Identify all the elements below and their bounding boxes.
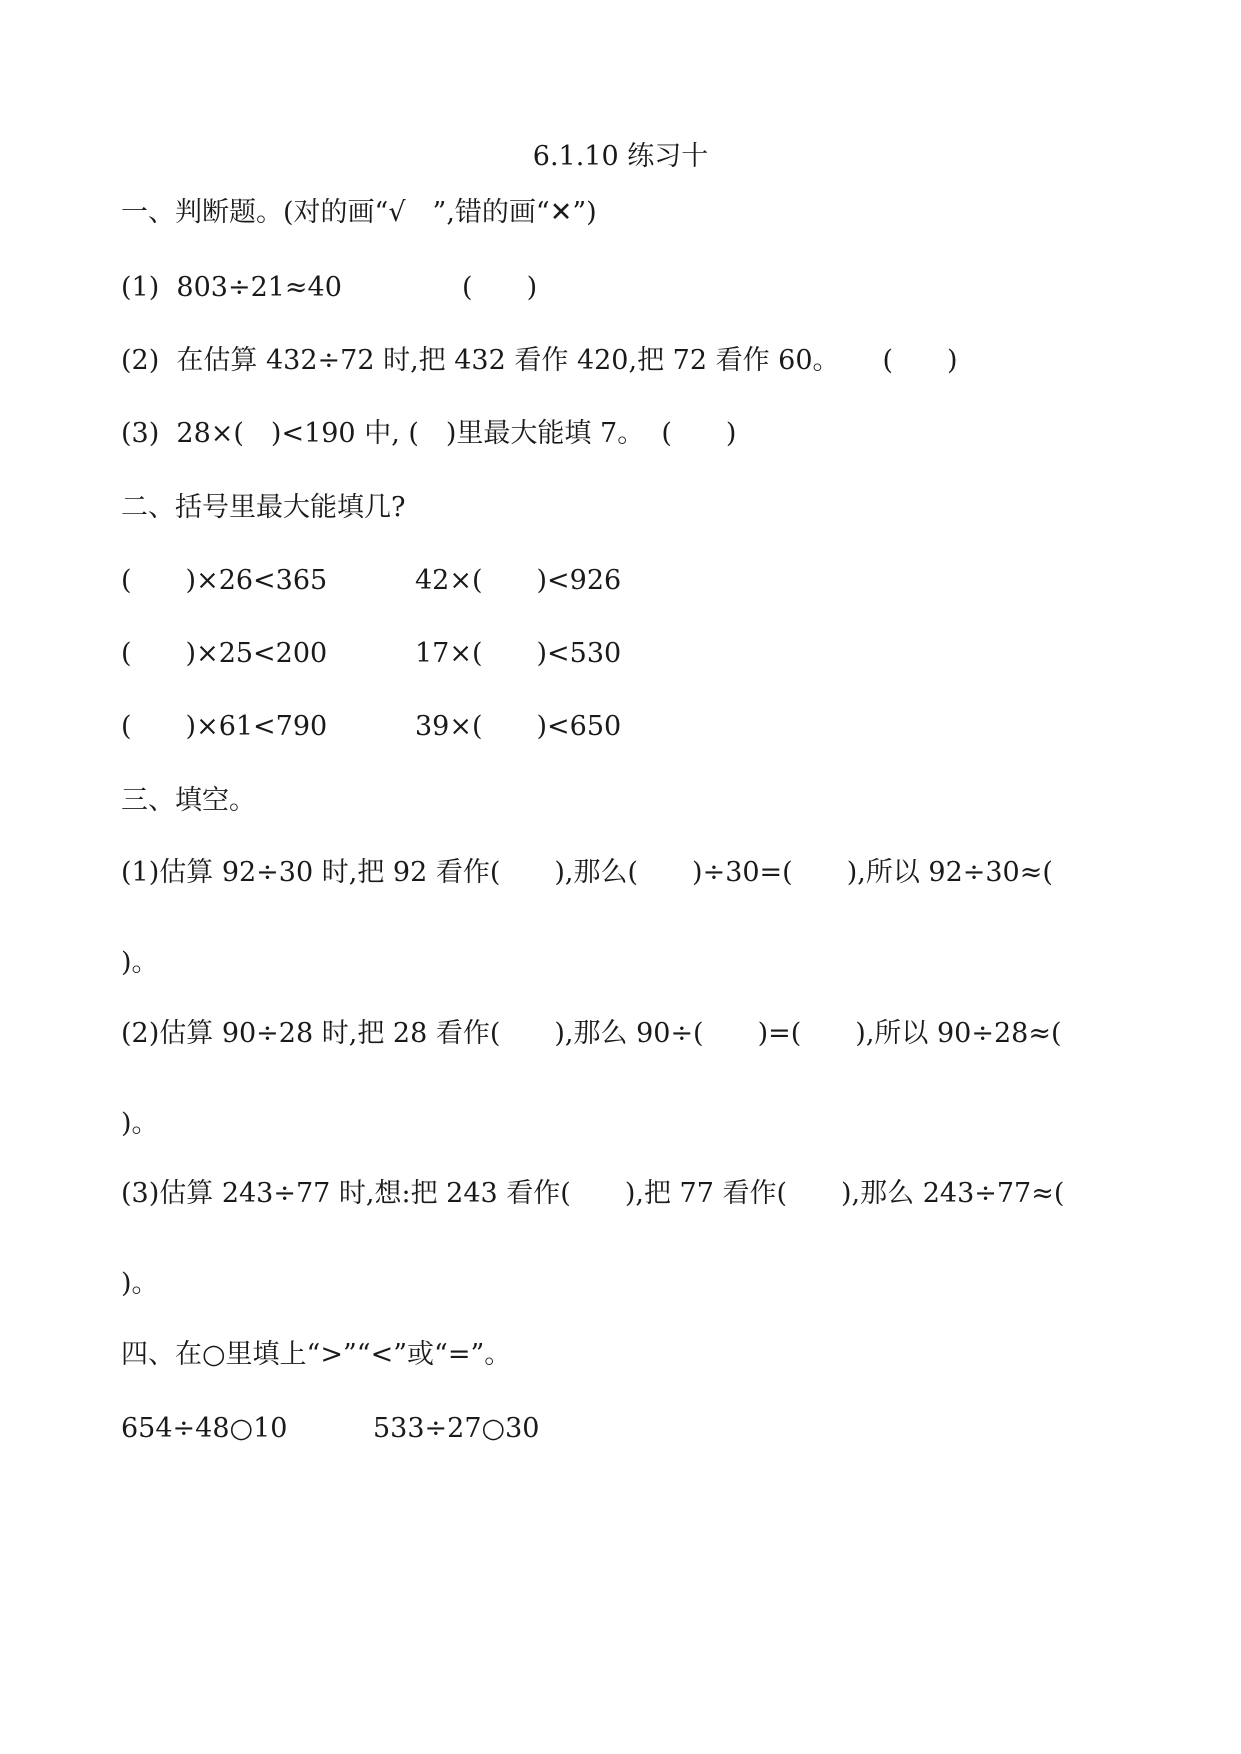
section2-row-1-right: 42×( )<926 xyxy=(415,565,622,596)
section2-row-3-right: 39×( )<650 xyxy=(415,711,622,742)
section2-row-2-left: ( )×25<200 xyxy=(121,638,328,669)
section1-item-1: (1) 803÷21≈40 ( ) xyxy=(121,272,538,303)
section4-item-2: 533÷27○30 xyxy=(373,1413,540,1444)
section3-item-2-line2: )。 xyxy=(121,1108,159,1139)
section3-item-3-line2: )。 xyxy=(121,1268,159,1299)
section1-item-3: (3) 28×( )<190 中, ( )里最大能填 7。 ( ) xyxy=(121,418,737,449)
section3-item-1-line1: (1)估算 92÷30 时,把 92 看作( ),那么( )÷30=( ),所以 92÷30≈( xyxy=(121,857,1053,888)
section1-heading: 一、判断题。(对的画“√ ”,错的画“✕”) xyxy=(121,197,597,228)
section1-item-2: (2) 在估算 432÷72 时,把 432 看作 420,把 72 看作 60。 ( ) xyxy=(121,345,958,376)
section4-item-1: 654÷48○10 xyxy=(121,1413,288,1444)
section3-item-3-line1: (3)估算 243÷77 时,想:把 243 看作( ),把 77 看作( ),那么 243÷77≈( xyxy=(121,1178,1065,1209)
section3-item-2-line1: (2)估算 90÷28 时,把 28 看作( ),那么 90÷( )=( ),所以 90÷28≈( xyxy=(121,1018,1062,1049)
section2-row-1-left: ( )×26<365 xyxy=(121,565,328,596)
section2-heading: 二、括号里最大能填几? xyxy=(121,492,406,523)
page-title: 6.1.10 练习十 xyxy=(532,141,709,172)
section3-item-1-line2: )。 xyxy=(121,947,159,978)
section2-row-3-left: ( )×61<790 xyxy=(121,711,328,742)
section4-heading: 四、在○里填上“>”“<”或“=”。 xyxy=(121,1339,512,1370)
section2-row-2-right: 17×( )<530 xyxy=(415,638,622,669)
section3-heading: 三、填空。 xyxy=(121,785,256,816)
